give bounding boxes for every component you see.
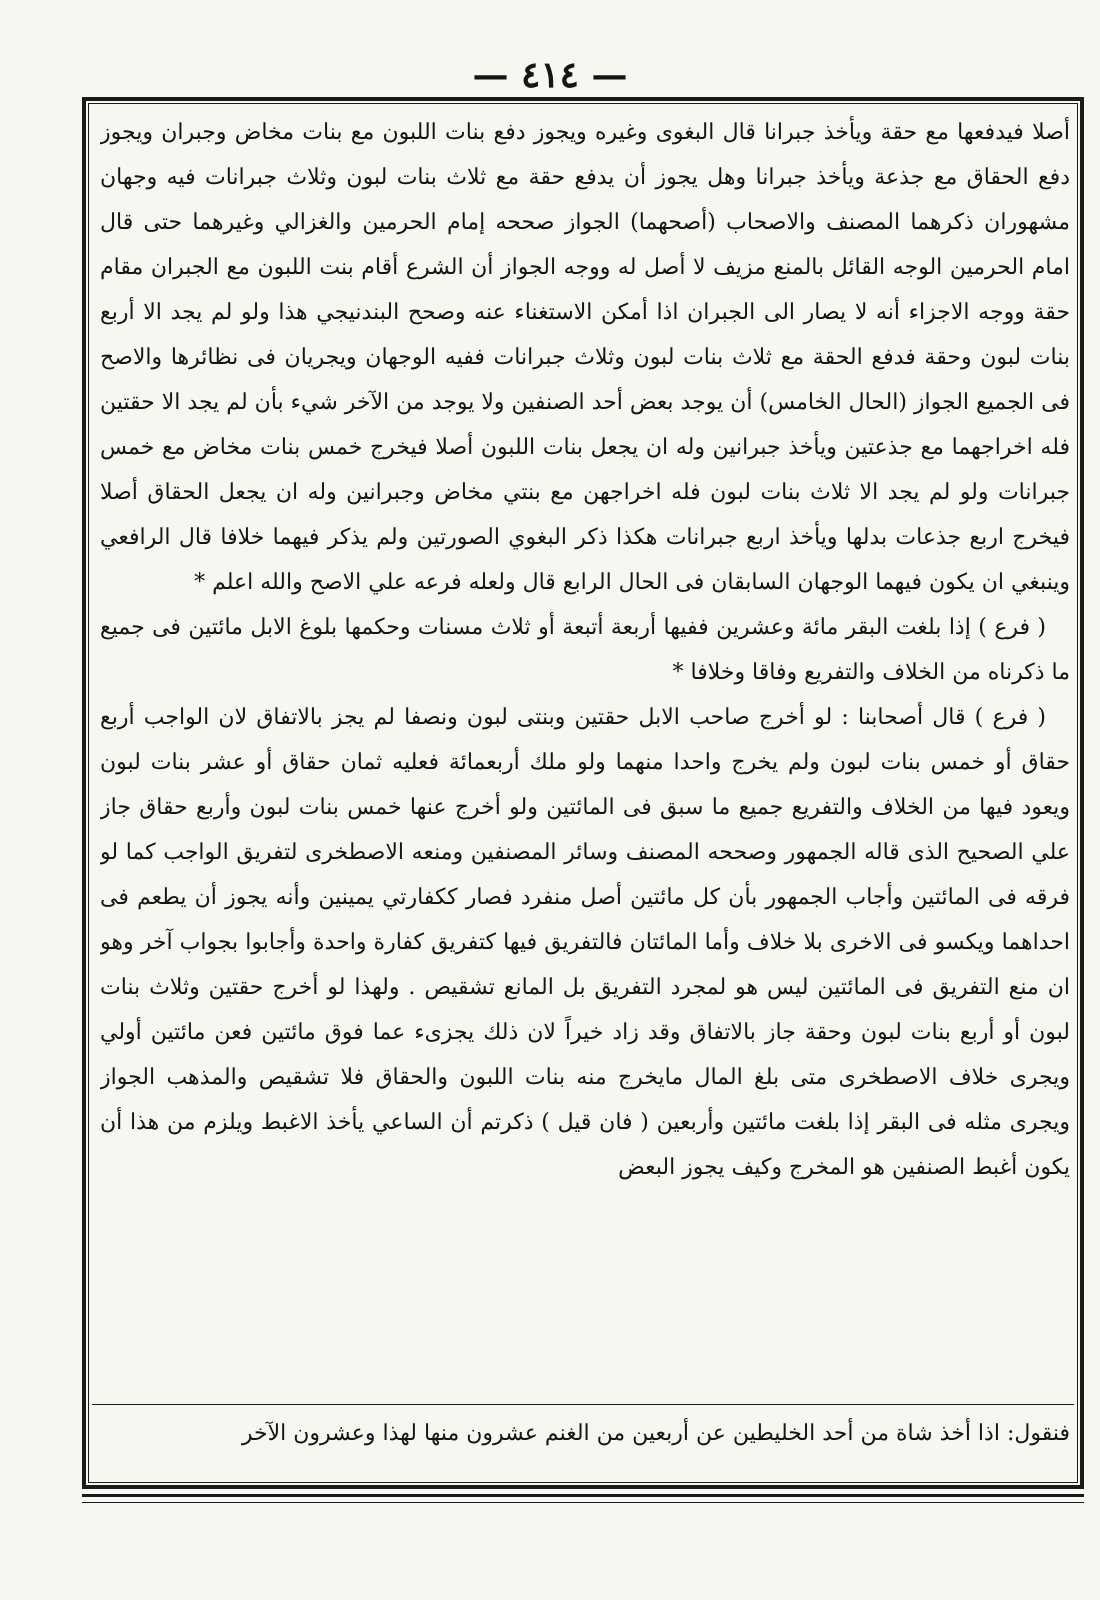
footnote-text: فنقول: اذا أخذ شاة من أحد الخليطين عن أربعين من الغنم عشرون منها لهذا وعشرون الآخر [241, 1421, 1070, 1446]
main-text-block [100, 110, 1070, 1400]
paragraph-1: أصلا فيدفعها مع حقة ويأخذ جبرانا قال البغوى وغيره ويجوز دفع بنات اللبون مع بنات مخاض وجبران ويجوز دفع الحقاق مع جذعة ويأخذ جبرانا وهل يجوز أن يدفع حقة مع ثلاث بنات لبون وثلاث جبرانات فيه وجهان مشهوران ذكرهما المصنف والاصحاب (أصحهما) الجواز صححه إمام الحرمين والغزالي وغيرهما حتى قال امام الحرمين الوجه القائل بالمنع مزيف لا أصل له ووجه الجواز أن الشرع أقام بنت اللبون مع الجبران مقام حقة ووجه الاجزاء أنه لا يصار الى الجبران اذا أمكن الاستغناء عنه وصحح البندنيجي هذا ولو لم يجد الا أربع بنات لبون وحقة فدفع الحقة مع ثلاث بنات لبون وثلاث جبرانات ففيه الوجهان ويجريان فى نظائرها والاصح فى الجميع الجواز (الحال الخامس) أن يوجد بعض أحد الصنفين ولا يوجد من الآخر شيء بأن لم يجد الا حقتين فله اخراجهما مع جذعتين ويأخذ جبرانين وله ان يجعل بنات اللبون أصلا فيخرج خمس بنات مخاض مع خمس جبرانات ولو لم يجد الا ثلاث بنات لبون فله اخراجهن مع بنتي مخاض وجبرانين وله ان يجعل الحقاق أصلا فيخرج اربع جذعات بدلها ويأخذ اربع جبرانات هكذا ذكر البغوي الصورتين ولم يذكر فيهما خلافا قال الرافعي وينبغي ان يكون فيهما الوجهان السابقان فى الحال الرابع قال ولعله فرعه علي الاصح والله اعلم * [100, 120, 1070, 595]
bottom-rule-thin [82, 1502, 1084, 1503]
page-number: — ٤١٤ — [472, 54, 628, 96]
paragraph-2: ( فرع ) إذا بلغت البقر مائة وعشرين ففيها أربعة أتبعة أو ثلاث مسنات وحكمها بلوغ الابل مائتين فى جميع ما ذكرناه من الخلاف والتفريع وفاقا وخلافا * [100, 615, 1070, 685]
paragraph-3: ( فرع ) قال أصحابنا : لو أخرج صاحب الابل حقتين وبنتى لبون ونصفا لم يجز بالاتفاق لان الواجب أربع حقاق أو خمس بنات لبون ولم يخرج واحدا منهما ولو ملك أربعمائة فعليه ثمان حقاق أو عشر بنات لبون ويعود فيها من الخلاف والتفريع جميع ما سبق فى المائتين ولو أخرج عنها خمس بنات لبون وأربع حقاق جاز علي الصحيح الذى قاله الجمهور وصححه المصنف وسائر المصنفين ومنعه الاصطخرى لتفريق الواجب كما لو فرقه فى المائتين وأجاب الجمهور بأن كل مائتين أصل منفرد فصار ككفارتي يمينين وأنه يجوز أن يطعم فى احداهما ويكسو فى الاخرى بلا خلاف وأما المائتان فالتفريق فيها كتفريق كفارة واحدة وأجابوا بجواب آخر وهو ان منع التفريق فى المائتين ليس هو لمجرد التفريق بل المانع تشقيص . ولهذا لو أخرج حقتين وثلاث بنات لبون أو أربع بنات لبون وحقة جاز بالاتفاق وقد زاد خيراً لان ذلك يجزىء عما فوق مائتين فعن مائتين أولي ويجرى خلاف الاصطخرى متى بلغ المال مايخرج منه بنات اللبون والحقاق فلا تشقيص والمذهب الجواز ويجرى مثله فى البقر إذا بلغت مائتين وأربعين ( فان قيل ) ذكرتم أن الساعي يأخذ الاغبط ويلزم من هذا أن يكون أغبط الصنفين هو المخرج وكيف يجوز البعض [100, 705, 1070, 1180]
footnote-divider [92, 1404, 1074, 1405]
bottom-rule-thick [82, 1494, 1084, 1497]
